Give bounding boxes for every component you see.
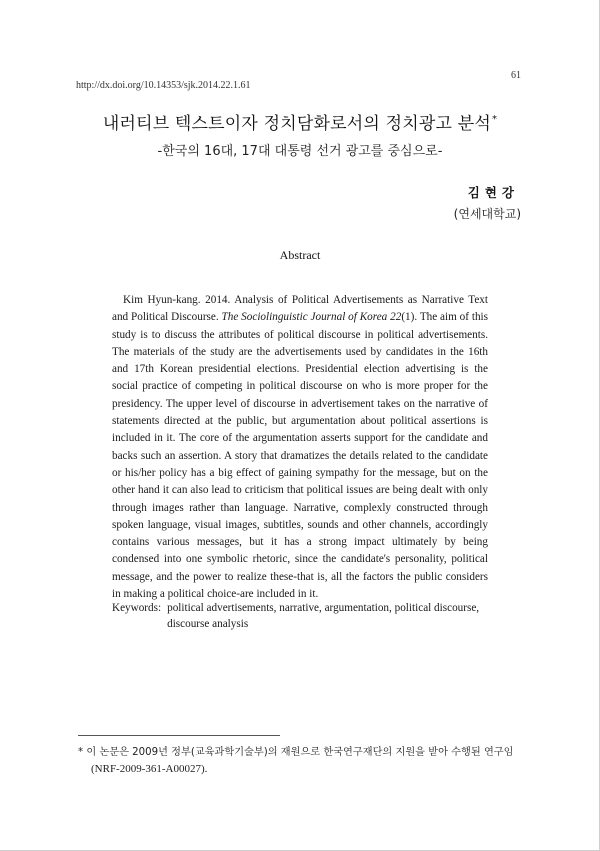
journal-issue: (1). — [401, 311, 420, 324]
page-number: 61 — [511, 70, 521, 81]
footnote — [78, 744, 528, 778]
keywords-label: Keywords: — [112, 602, 162, 614]
keywords — [112, 600, 492, 632]
abstract-heading: Abstract — [279, 248, 321, 262]
footnote-line-1: * 이 논문은 2009년 정부(교육과학기술부)의 재원으로 한국연구재단의 지원을 받아 수행된 연구임 — [78, 747, 514, 758]
paper-subtitle: -한국의 16대, 17대 대통령 선거 광고를 중심으로- — [157, 144, 443, 159]
footnote-divider — [78, 735, 280, 736]
abstract-citation: Kim Hyun-kang. 2014. Analysis of Political Advertisements as Narrative Text and Political Discourse. — [112, 294, 488, 324]
abstract-paragraph — [112, 292, 488, 603]
journal-name: The Sociolinguistic Journal of Korea 22 — [221, 311, 402, 324]
title-footnote-mark[interactable]: * — [491, 114, 498, 126]
author-name: 김현강 — [467, 185, 519, 200]
footnote-line-2: (NRF-2009-361-A00027). — [91, 763, 208, 775]
paper-title-text: 내러티브 텍스트이자 정치담화로서의 정치광고 분석 — [102, 114, 491, 134]
abstract-body — [112, 292, 488, 603]
abstract-text: The aim of this study is to discuss the attributes of political discourse in political advertisements. The materials of the study are the advertisements used by candidates in the 16th and 17th Korean presidential elections. Presidential election advertising is the social practice of competing in political discourse on who is more proper for the presidency. The upper level of discourse in advertisement takes on the narrative of statements directed at the public, but argumentation about political assertions is included in it. The core of the argumentation asserts support for the candidate and backs such an assertion. A story that dramatizes the details related to the candidate or his/her policy has a big effect of gaining sympathy for the message, but on the other hand it can also lead to criticism that political issues are being dealt with only through images rather than language. Narrative, complexly constructed through spoken language, visual images, subtitles, sounds and other channels, accordingly contains various messages, but it has a strong impact ultimately by being condensed into one symbolic rhetoric, since the candidate's personality, political message, and the power to realize these-that is, all the factors the public considers in making a political choice-are included in it. — [112, 311, 489, 601]
keywords-text: political advertisements, narrative, argumentation, political discourse, discourse analysis — [167, 602, 480, 630]
author-affiliation: (연세대학교) — [453, 207, 521, 221]
paper-title — [0, 109, 600, 134]
doi-link[interactable]: http://dx.doi.org/10.14353/sjk.2014.22.1.61 — [76, 80, 251, 91]
